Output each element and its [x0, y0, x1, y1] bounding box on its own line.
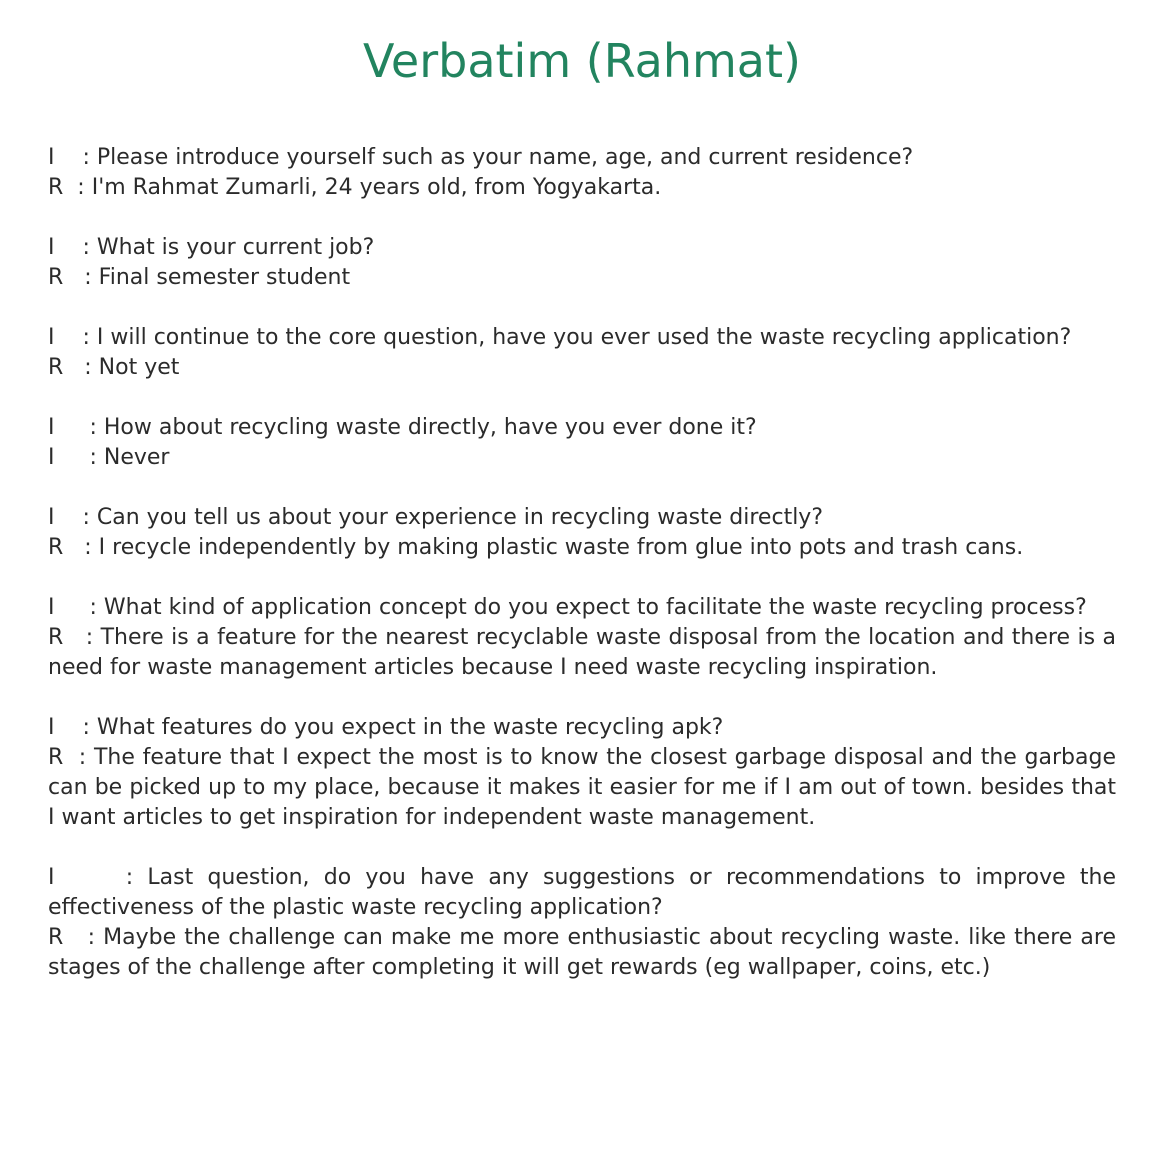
transcript [48, 143, 1116, 1013]
line-text: : Last question, do you have any suggestions or recommendations to improve the effectiveness of the plastic waste recycling application? [48, 865, 1116, 920]
qa-block [48, 593, 1116, 683]
transcript-line [48, 323, 1116, 353]
transcript-line [48, 173, 1116, 203]
transcript-line [48, 263, 1116, 293]
transcript-line [48, 443, 1116, 473]
speaker-label: I [48, 235, 55, 260]
line-text: : How about recycling waste directly, have you ever done it? [89, 415, 757, 440]
qa-block [48, 143, 1116, 203]
speaker-label: I [48, 595, 55, 620]
transcript-line [48, 593, 1116, 623]
line-text: : Please introduce yourself such as your name, age, and current residence? [82, 145, 914, 170]
line-text: : I'm Rahmat Zumarli, 24 years old, from Yogyakarta. [77, 175, 662, 200]
qa-block [48, 323, 1116, 383]
speaker-label: I [48, 715, 55, 740]
qa-block [48, 503, 1116, 563]
speaker-label: I [48, 505, 55, 530]
line-text: : Maybe the challenge can make me more enthusiastic about recycling waste. like there are stages of the challenge after completing it will get rewards (eg wallpaper, coins, etc.) [48, 925, 1116, 980]
speaker-label: R [48, 625, 64, 650]
transcript-line [48, 713, 1116, 743]
qa-block [48, 863, 1116, 983]
transcript-line [48, 863, 1116, 923]
transcript-line [48, 623, 1116, 683]
qa-block [48, 713, 1116, 833]
transcript-line [48, 413, 1116, 443]
line-text: : Not yet [84, 355, 180, 380]
speaker-label: R [48, 265, 64, 290]
speaker-label: R [48, 175, 64, 200]
speaker-label: I [48, 145, 55, 170]
speaker-label: I [48, 865, 55, 890]
line-text: : Final semester student [84, 265, 351, 290]
qa-block [48, 413, 1116, 473]
line-text: : I will continue to the core question, have you ever used the waste recycling application? [82, 325, 1072, 350]
line-text: : What kind of application concept do you expect to facilitate the waste recycling process? [89, 595, 1087, 620]
line-text: : I recycle independently by making plastic waste from glue into pots and trash cans. [84, 535, 1024, 560]
transcript-line [48, 143, 1116, 173]
speaker-label: I [48, 415, 55, 440]
line-text: : Can you tell us about your experience in recycling waste directly? [82, 505, 823, 530]
speaker-label: R [48, 925, 64, 950]
line-text: : What features do you expect in the waste recycling apk? [82, 715, 724, 740]
line-text: : The feature that I expect the most is to know the closest garbage disposal and the garbage can be picked up to my place, because it makes it easier for me if I am out of town. besides that I want articles to get inspiration for independent waste management. [48, 745, 1116, 830]
speaker-label: R [48, 535, 64, 560]
transcript-line [48, 743, 1116, 833]
speaker-label: R [48, 355, 64, 380]
speaker-label: I [48, 325, 55, 350]
transcript-line [48, 533, 1116, 563]
transcript-line [48, 503, 1116, 533]
transcript-line [48, 353, 1116, 383]
qa-block [48, 233, 1116, 293]
speaker-label: R [48, 745, 64, 770]
line-text: : What is your current job? [82, 235, 375, 260]
line-text: : There is a feature for the nearest recyclable waste disposal from the location and there is a need for waste management articles because I need waste recycling inspiration. [48, 625, 1116, 680]
transcript-line [48, 233, 1116, 263]
transcript-line [48, 923, 1116, 983]
page-title: Verbatim (Rahmat) [363, 34, 801, 88]
line-text: : Never [89, 445, 170, 470]
speaker-label: I [48, 445, 55, 470]
